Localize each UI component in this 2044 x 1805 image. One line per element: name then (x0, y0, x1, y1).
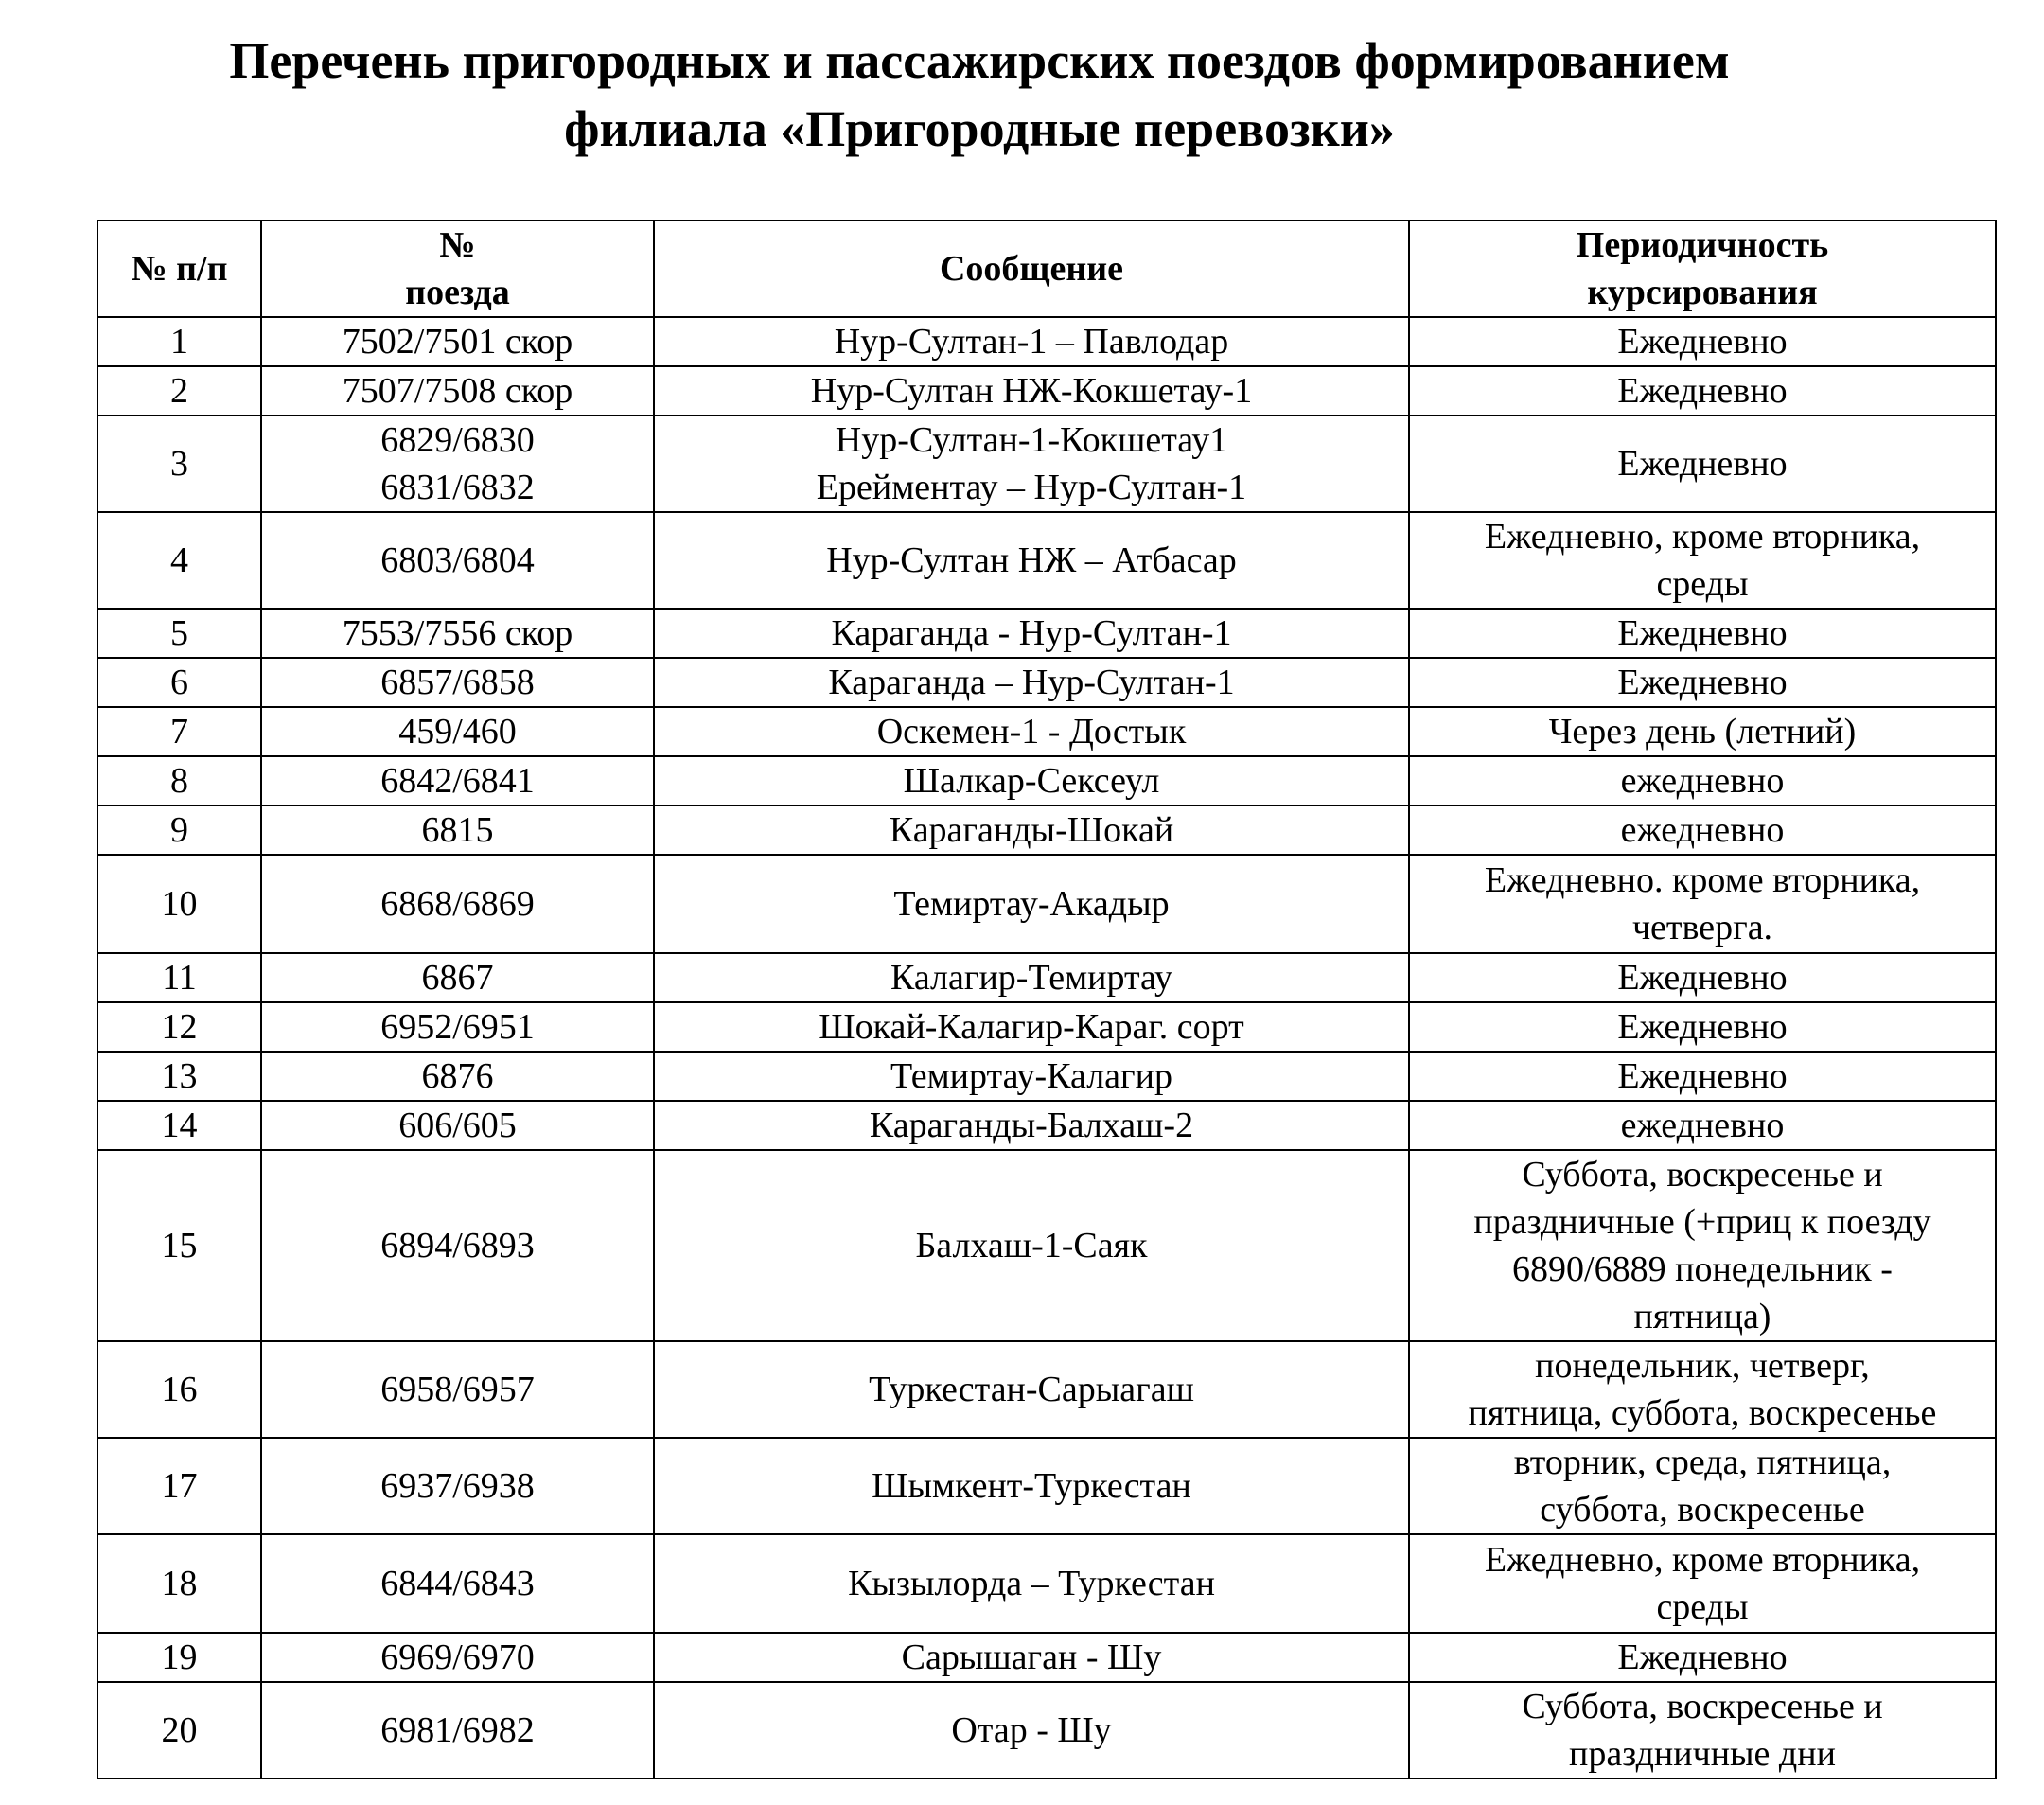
cell-num: 12 (97, 1002, 261, 1052)
cell-period-line: среды (1656, 1587, 1749, 1627)
cell-route (654, 1101, 1409, 1150)
header-num: № п/п (97, 221, 261, 317)
cell-train-line: 6844/6843 (380, 1564, 535, 1603)
cell-train (261, 366, 654, 416)
cell-route-line: Туркестан-Сарыагаш (869, 1370, 1194, 1409)
train-schedule-table (97, 220, 1997, 1779)
cell-period (1409, 953, 1996, 1002)
cell-num: 10 (97, 855, 261, 953)
cell-period-line: Ежедневно (1617, 613, 1788, 653)
cell-train (261, 609, 654, 658)
cell-train (261, 1438, 654, 1534)
table-row (97, 805, 1996, 855)
table-row (97, 1150, 1996, 1341)
cell-train (261, 1341, 654, 1438)
cell-route-line: Оскемен-1 - Достык (876, 712, 1187, 752)
cell-period (1409, 1150, 1996, 1341)
cell-route-line: Балхаш-1-Саяк (915, 1226, 1148, 1265)
cell-route-line: Нур-Султан-1 – Павлодар (834, 322, 1229, 362)
cell-train-line: 6981/6982 (380, 1710, 535, 1750)
table-row (97, 1101, 1996, 1150)
cell-period (1409, 805, 1996, 855)
cell-period (1409, 707, 1996, 756)
cell-route (654, 317, 1409, 366)
cell-route-line: Караганда – Нур-Султан-1 (828, 663, 1235, 702)
cell-period-line: Ежедневно (1617, 1056, 1788, 1096)
header-period-line-1: Периодичность (1576, 225, 1829, 265)
cell-route-line: Калагир-Темиртау (890, 958, 1172, 998)
table-row (97, 707, 1996, 756)
cell-period-line: Суббота, воскресенье и (1522, 1687, 1883, 1726)
cell-route (654, 756, 1409, 805)
cell-route-line: Шалкар-Сексеул (903, 761, 1160, 801)
cell-num: 9 (97, 805, 261, 855)
cell-period (1409, 609, 1996, 658)
cell-route (654, 1052, 1409, 1101)
header-train-line-2: поезда (405, 273, 510, 312)
cell-route (654, 1150, 1409, 1341)
cell-train (261, 756, 654, 805)
header-train-line-1: № (439, 225, 476, 265)
cell-route-line: Темиртау-Калагир (890, 1056, 1172, 1096)
cell-route (654, 707, 1409, 756)
table-row (97, 953, 1996, 1002)
cell-period-line: Ежедневно (1617, 371, 1788, 411)
cell-train (261, 1633, 654, 1682)
cell-train (261, 416, 654, 512)
table-row (97, 317, 1996, 366)
cell-train-line: 606/605 (398, 1106, 517, 1145)
cell-period-line: праздничные дни (1569, 1734, 1836, 1774)
title-line-2: филиала «Пригородные перевозки» (564, 100, 1395, 157)
cell-period-line: ежедневно (1620, 1106, 1785, 1145)
cell-period (1409, 512, 1996, 609)
header-train (261, 221, 654, 317)
table-row (97, 609, 1996, 658)
cell-route (654, 366, 1409, 416)
cell-num: 1 (97, 317, 261, 366)
cell-period (1409, 855, 1996, 953)
cell-train-line: 6868/6869 (380, 884, 535, 924)
cell-period-line: Ежедневно. кроме вторника, (1484, 860, 1921, 900)
header-period-line-2: курсирования (1587, 273, 1818, 312)
cell-period-line: среды (1656, 564, 1749, 604)
cell-train (261, 512, 654, 609)
cell-period (1409, 658, 1996, 707)
cell-period (1409, 1052, 1996, 1101)
cell-period (1409, 1633, 1996, 1682)
table-row (97, 1682, 1996, 1778)
cell-route (654, 1534, 1409, 1633)
table-header (97, 221, 1996, 317)
cell-period (1409, 1534, 1996, 1633)
cell-route-line: Ерейментау – Нур-Султан-1 (816, 468, 1247, 507)
cell-train-line: 6829/6830 (380, 420, 535, 460)
table-row (97, 1341, 1996, 1438)
table-row (97, 1002, 1996, 1052)
cell-route-line: Нур-Султан НЖ – Атбасар (826, 540, 1237, 580)
cell-route (654, 1633, 1409, 1682)
cell-train-line: 459/460 (398, 712, 517, 752)
table-row (97, 366, 1996, 416)
cell-route-line: Нур-Султан-1-Кокшетау1 (835, 420, 1228, 460)
cell-route-line: Караганды-Балхаш-2 (869, 1106, 1194, 1145)
cell-train (261, 1101, 654, 1150)
cell-route (654, 658, 1409, 707)
cell-route-line: Темиртау-Акадыр (893, 884, 1170, 924)
cell-train-line: 6815 (421, 810, 494, 850)
cell-period-line: пятница, суббота, воскресенье (1468, 1393, 1937, 1433)
cell-route (654, 609, 1409, 658)
cell-train-line: 7553/7556 скор (342, 613, 573, 653)
cell-period-line: Ежедневно (1617, 1637, 1788, 1677)
cell-route-line: Сарышаган - Шу (901, 1637, 1162, 1677)
cell-period-line: понедельник, четверг, (1535, 1346, 1870, 1386)
header-route: Сообщение (654, 221, 1409, 317)
cell-period-line: Суббота, воскресенье и (1522, 1155, 1883, 1194)
cell-route-line: Караганды-Шокай (889, 810, 1174, 850)
header-row (97, 221, 1996, 317)
cell-train-line: 6937/6938 (380, 1466, 535, 1506)
cell-num: 19 (97, 1633, 261, 1682)
cell-route-line: Шокай-Калагир-Караг. сорт (819, 1007, 1244, 1047)
cell-train (261, 317, 654, 366)
cell-period-line: Ежедневно (1617, 444, 1788, 484)
cell-train-line: 6952/6951 (380, 1007, 535, 1047)
cell-period (1409, 317, 1996, 366)
document-title (0, 27, 1959, 163)
cell-train (261, 953, 654, 1002)
cell-train-line: 6831/6832 (380, 468, 535, 507)
cell-train-line: 6803/6804 (380, 540, 535, 580)
table-row (97, 658, 1996, 707)
cell-period-line: пятница) (1633, 1297, 1771, 1336)
cell-route (654, 512, 1409, 609)
cell-train (261, 1682, 654, 1778)
cell-period-line: Ежедневно (1617, 1007, 1788, 1047)
cell-route (654, 953, 1409, 1002)
cell-num: 4 (97, 512, 261, 609)
cell-num: 17 (97, 1438, 261, 1534)
cell-route-line: Нур-Султан НЖ-Кокшетау-1 (810, 371, 1253, 411)
cell-train-line: 6894/6893 (380, 1226, 535, 1265)
cell-train (261, 707, 654, 756)
cell-period-line: ежедневно (1620, 810, 1785, 850)
table-row (97, 1633, 1996, 1682)
cell-num: 16 (97, 1341, 261, 1438)
cell-period (1409, 1682, 1996, 1778)
cell-period-line: праздничные (+приц к поезду (1473, 1202, 1931, 1242)
cell-train (261, 805, 654, 855)
cell-period-line: Ежедневно, кроме вторника, (1484, 1540, 1921, 1580)
cell-train-line: 6842/6841 (380, 761, 535, 801)
cell-num: 2 (97, 366, 261, 416)
table-row (97, 756, 1996, 805)
cell-period-line: Ежедневно, кроме вторника, (1484, 517, 1921, 557)
cell-train (261, 1052, 654, 1101)
cell-route (654, 1341, 1409, 1438)
cell-period-line: ежедневно (1620, 761, 1785, 801)
cell-num: 3 (97, 416, 261, 512)
cell-num: 5 (97, 609, 261, 658)
cell-period (1409, 416, 1996, 512)
table-body (97, 317, 1996, 1778)
cell-period-line: Через день (летний) (1548, 712, 1857, 752)
cell-train-line: 7507/7508 скор (342, 371, 573, 411)
cell-route (654, 1682, 1409, 1778)
cell-num: 18 (97, 1534, 261, 1633)
cell-period (1409, 1101, 1996, 1150)
header-period (1409, 221, 1996, 317)
table-row (97, 1534, 1996, 1633)
cell-num: 8 (97, 756, 261, 805)
cell-train (261, 1534, 654, 1633)
cell-train (261, 1002, 654, 1052)
cell-route (654, 416, 1409, 512)
table-row (97, 1438, 1996, 1534)
cell-period-line: вторник, среда, пятница, (1513, 1442, 1892, 1482)
title-line-1: Перечень пригородных и пассажирских поездов формированием (229, 32, 1730, 89)
cell-period-line: четверга. (1631, 908, 1773, 947)
cell-num: 15 (97, 1150, 261, 1341)
cell-period (1409, 366, 1996, 416)
cell-num: 14 (97, 1101, 261, 1150)
cell-train-line: 6857/6858 (380, 663, 535, 702)
cell-route-line: Отар - Шу (951, 1710, 1112, 1750)
cell-route-line: Караганда - Нур-Султан-1 (831, 613, 1232, 653)
cell-period (1409, 1002, 1996, 1052)
cell-period-line: Ежедневно (1617, 958, 1788, 998)
cell-period-line: 6890/6889 понедельник - (1512, 1249, 1893, 1289)
cell-period (1409, 1438, 1996, 1534)
cell-train-line: 7502/7501 скор (342, 322, 573, 362)
cell-train-line: 6958/6957 (380, 1370, 535, 1409)
cell-num: 7 (97, 707, 261, 756)
cell-train (261, 855, 654, 953)
cell-train (261, 1150, 654, 1341)
cell-route (654, 1438, 1409, 1534)
cell-period-line: суббота, воскресенье (1540, 1490, 1865, 1530)
table-row (97, 416, 1996, 512)
cell-period-line: Ежедневно (1617, 322, 1788, 362)
cell-period-line: Ежедневно (1617, 663, 1788, 702)
table-row (97, 855, 1996, 953)
cell-num: 20 (97, 1682, 261, 1778)
cell-period (1409, 1341, 1996, 1438)
table-row (97, 512, 1996, 609)
cell-route-line: Кызылорда – Туркестан (848, 1564, 1215, 1603)
cell-route-line: Шымкент-Туркестан (872, 1466, 1191, 1506)
cell-num: 13 (97, 1052, 261, 1101)
cell-num: 11 (97, 953, 261, 1002)
table-row (97, 1052, 1996, 1101)
cell-route (654, 805, 1409, 855)
cell-train-line: 6876 (421, 1056, 494, 1096)
cell-train-line: 6867 (421, 958, 494, 998)
cell-num: 6 (97, 658, 261, 707)
cell-route (654, 1002, 1409, 1052)
cell-route (654, 855, 1409, 953)
cell-period (1409, 756, 1996, 805)
cell-train-line: 6969/6970 (380, 1637, 535, 1677)
cell-train (261, 658, 654, 707)
